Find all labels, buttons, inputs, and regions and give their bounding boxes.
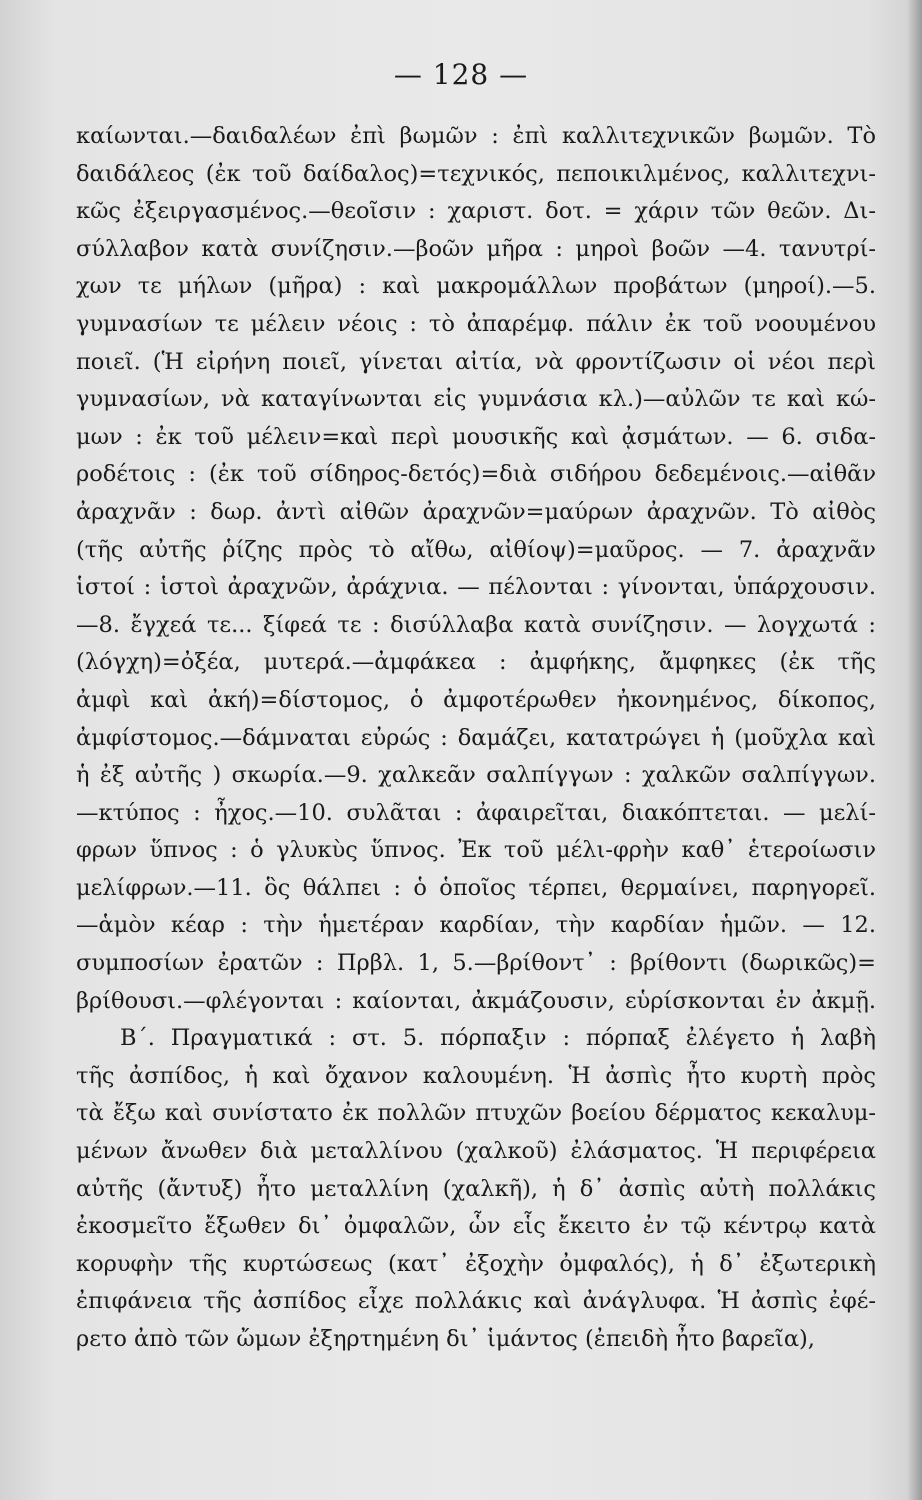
text-line: φρων ὕπνος : ὁ γλυκὺς ὕπνος. Ἐκ τοῦ μέλι-φρὴν καθ᾽ ἑτεροίωσιν bbox=[76, 837, 876, 864]
text-line: γυμνασίων τε μέλειν νέοις : τὸ ἀπαρέμφ. πάλιν ἐκ τοῦ νοουμένου bbox=[76, 310, 876, 337]
text-line: ἀμφίστομος.—δάμναται εὐρώς : δαμάζει, κατατρώγει ἡ (μοῦχλα καὶ bbox=[76, 724, 876, 751]
body-text bbox=[76, 118, 876, 1359]
text-line: —ἁμὸν κέαρ : τὴν ἡμετέραν καρδίαν, τὴν καρδίαν ἡμῶν. — 12. bbox=[76, 912, 876, 939]
text-line: ἀραχνᾶν : δωρ. ἀντὶ αἰθῶν ἀραχνῶν=μαύρων ἀραχνῶν. Τὸ αἰθὸς bbox=[76, 498, 876, 525]
text-line: αὐτῆς (ἄντυξ) ἦτο μεταλλίνη (χαλκῆ), ἡ δ᾽ ἀσπὶς αὐτὴ πολλάκις bbox=[76, 1175, 876, 1202]
text-line: ρετο ἀπὸ τῶν ὤμων ἐξηρτημένη δι᾽ ἱμάντος (ἐπειδὴ ἦτο βαρεῖα), bbox=[76, 1326, 815, 1352]
text-line: Β΄. Πραγματικά : στ. 5. πόρπαξιν : πόρπαξ ἐλέγετο ἡ λαβὴ bbox=[120, 1025, 876, 1052]
text-line: σύλλαβον κατὰ συνίζησιν.—βοῶν μῆρα : μηροὶ βοῶν —4. τανυτρί- bbox=[76, 235, 876, 262]
text-line: —κτύπος : ἦχος.—10. συλᾶται : ἀφαιρεῖται, διακόπτεται. — μελί- bbox=[76, 799, 876, 826]
text-line: μων : ἐκ τοῦ μέλειν=καὶ περὶ μουσικῆς καὶ ᾀσμάτων. — 6. σιδα- bbox=[76, 423, 876, 450]
text-line: μελίφρων.—11. ὃς θάλπει : ὁ ὁποῖος τέρπει, θερμαίνει, παρηγορεῖ. bbox=[76, 874, 876, 901]
text-line: τὰ ἔξω καὶ συνίστατο ἐκ πολλῶν πτυχῶν βοείου δέρματος κεκαλυμ- bbox=[76, 1100, 876, 1127]
text-line: βρίθουσι.—φλέγονται : καίονται, ἀκμάζουσιν, εὑρίσκονται ἐν ἀκμῇ. bbox=[76, 987, 876, 1014]
text-line: κορυφὴν τῆς κυρτώσεως (κατ᾽ ἐξοχὴν ὀμφαλός), ἡ δ᾽ ἐξωτερικὴ bbox=[76, 1250, 876, 1277]
text-line: ἐκοσμεῖτο ἔξωθεν δι᾽ ὀμφαλῶν, ὧν εἷς ἔκειτο ἐν τῷ κέντρῳ κατὰ bbox=[76, 1213, 876, 1240]
page-number: — 128 — bbox=[393, 58, 529, 91]
text-line: ποιεῖ. (Ἡ εἰρήνη ποιεῖ, γίνεται αἰτία, νὰ φροντίζωσιν οἱ νέοι περὶ bbox=[76, 348, 876, 375]
text-line: γυμνασίων, νὰ καταγίνωνται εἰς γυμνάσια κλ.)—αὐλῶν τε καὶ κώ- bbox=[76, 386, 876, 413]
text-line: συμποσίων ἐρατῶν : Πρβλ. 1, 5.—βρίθοντ᾽ : βρίθοντι (δωρικῶς)= bbox=[76, 950, 876, 977]
text-line: ἡ ἐξ αὐτῆς ) σκωρία.—9. χαλκεᾶν σαλπίγγων : χαλκῶν σαλπίγγων. bbox=[76, 762, 876, 789]
text-line: ἐπιφάνεια τῆς ἀσπίδος εἶχε πολλάκις καὶ ἀνάγλυφα. Ἡ ἀσπὶς ἐφέ- bbox=[76, 1288, 876, 1315]
text-line: ροδέτοις : (ἐκ τοῦ σίδηρος-δετός)=διὰ σιδήρου δεδεμένοις.—αἰθᾶν bbox=[76, 461, 876, 488]
text-line: μένων ἄνωθεν διὰ μεταλλίνου (χαλκοῦ) ἐλάσματος. Ἡ περιφέρεια bbox=[76, 1138, 876, 1165]
text-line: —8. ἔγχεά τε... ξίφεά τε : δισύλλαβα κατὰ συνίζησιν. — λογχωτά : bbox=[76, 611, 876, 638]
text-line: (λόγχη)=ὀξέα, μυτερά.—ἀμφάκεα : ἀμφήκης, ἄμφηκες (ἐκ τῆς bbox=[76, 649, 876, 676]
text-line: καίωνται.—δαιδαλέων ἐπὶ βωμῶν : ἐπὶ καλλιτεχνικῶν βωμῶν. Τὸ bbox=[76, 123, 876, 149]
text-line: ἱστοί : ἱστοὶ ἀραχνῶν, ἀράχνια. — πέλονται : γίνονται, ὑπάρχουσιν. bbox=[76, 574, 876, 601]
page-gutter-shadow bbox=[908, 0, 922, 1500]
text-line: χων τε μήλων (μῆρα) : καὶ μακρομάλλων προβάτων (μηροί).—5. bbox=[76, 273, 876, 300]
text-line: (τῆς αὐτῆς ῥίζης πρὸς τὸ αἴθω, αἰθίοψ)=μαῦρος. — 7. ἀραχνᾶν bbox=[76, 536, 876, 563]
text-line: ἀμφὶ καὶ ἀκή)=δίστομος, ὁ ἀμφοτέρωθεν ἠκονημένος, δίκοπος, bbox=[76, 686, 876, 713]
text-line: τῆς ἀσπίδος, ἡ καὶ ὄχανον καλουμένη. Ἡ ἀσπὶς ἦτο κυρτὴ πρὸς bbox=[76, 1062, 876, 1089]
text-line: κῶς ἐξειργασμένος.—θεοῖσιν : χαριστ. δοτ. = χάριν τῶν θεῶν. Δι- bbox=[76, 198, 876, 225]
text-line: δαιδάλεος (ἐκ τοῦ δαίδαλος)=τεχνικός, πεποικιλμένος, καλλιτεχνι- bbox=[76, 160, 876, 187]
